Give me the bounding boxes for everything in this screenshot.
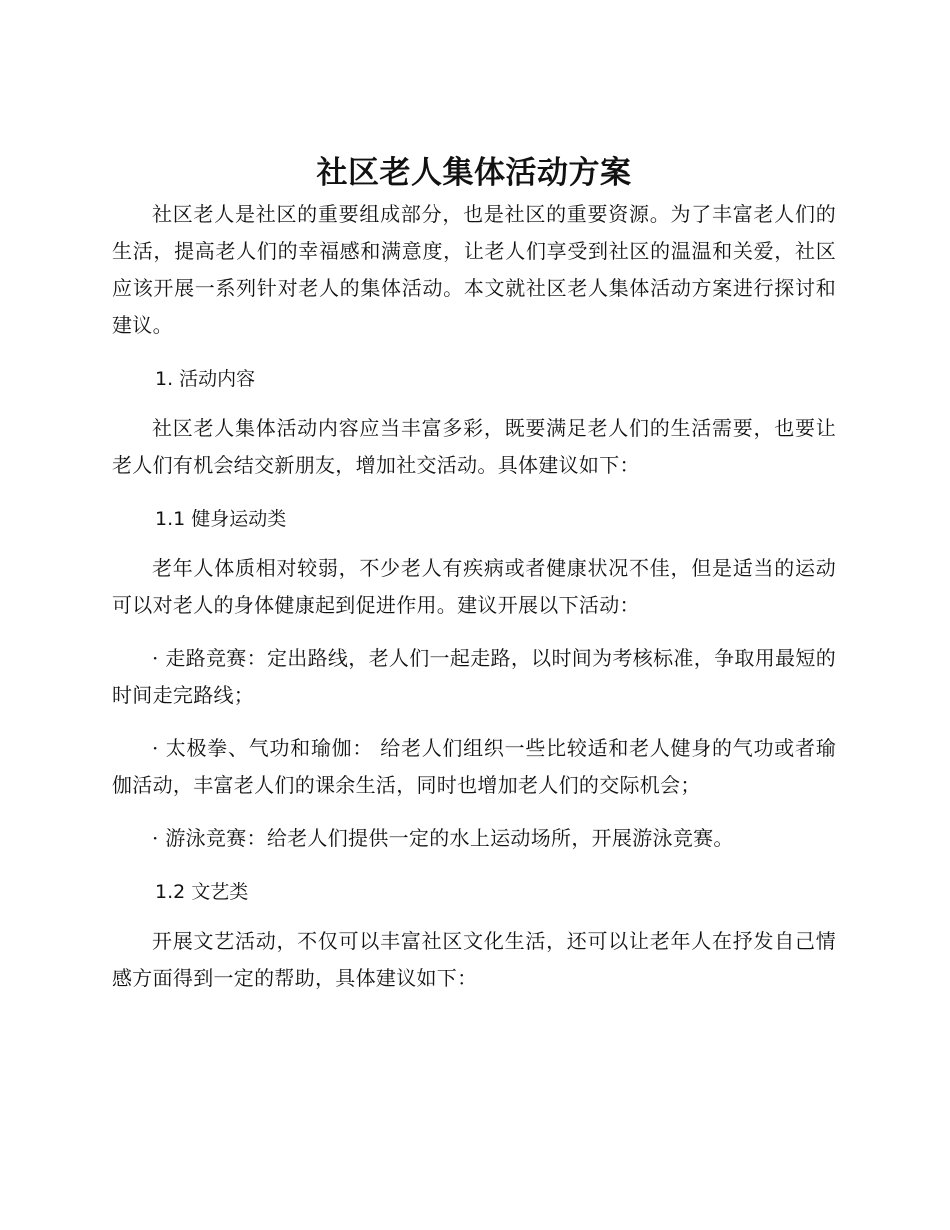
section-1-paragraph: 社区老人集体活动内容应当丰富多彩，既要满足老人们的生活需要，也要让老人们有机会结交新朋友，增加社交活动。具体建议如下：	[112, 416, 836, 477]
section-heading-1-1: 1.1 健身运动类	[155, 508, 287, 530]
section-1-2-paragraph: 开展文艺活动，不仅可以丰富社区文化生活，还可以让老年人在抒发自己情感方面得到一定的帮助，具体建议如下：	[112, 929, 836, 990]
section-1-1-paragraph: 老年人体质相对较弱，不少老人有疾病或者健康状况不佳，但是适当的运动可以对老人的身体健康起到促进作用。建议开展以下活动：	[112, 556, 836, 617]
section-heading-1: 1. 活动内容	[155, 368, 256, 390]
bullet-item-taichi: · 太极拳、气功和瑜伽： 给老人们组织一些比较适和老人健身的气功或者瑜伽活动，丰富老人们的课余生活，同时也增加老人们的交际机会；	[112, 736, 836, 797]
document-page	[112, 150, 836, 997]
section-heading-1-2: 1.2 文艺类	[155, 881, 249, 903]
document-title: 社区老人集体活动方案	[316, 155, 632, 191]
bullet-item-swimming: · 游泳竞赛：给老人们提供一定的水上运动场所，开展游泳竞赛。	[152, 826, 734, 850]
bullet-item-walking: · 走路竞赛：定出路线，老人们一起走路，以时间为考核标准，争取用最短的时间走完路线；	[112, 646, 836, 707]
intro-paragraph: 社区老人是社区的重要组成部分，也是社区的重要资源。为了丰富老人们的生活，提高老人们的幸福感和满意度，让老人们享受到社区的温温和关爱，社区应该开展一系列针对老人的集体活动。本文就社区老人集体活动方案进行探讨和建议。	[112, 202, 836, 337]
